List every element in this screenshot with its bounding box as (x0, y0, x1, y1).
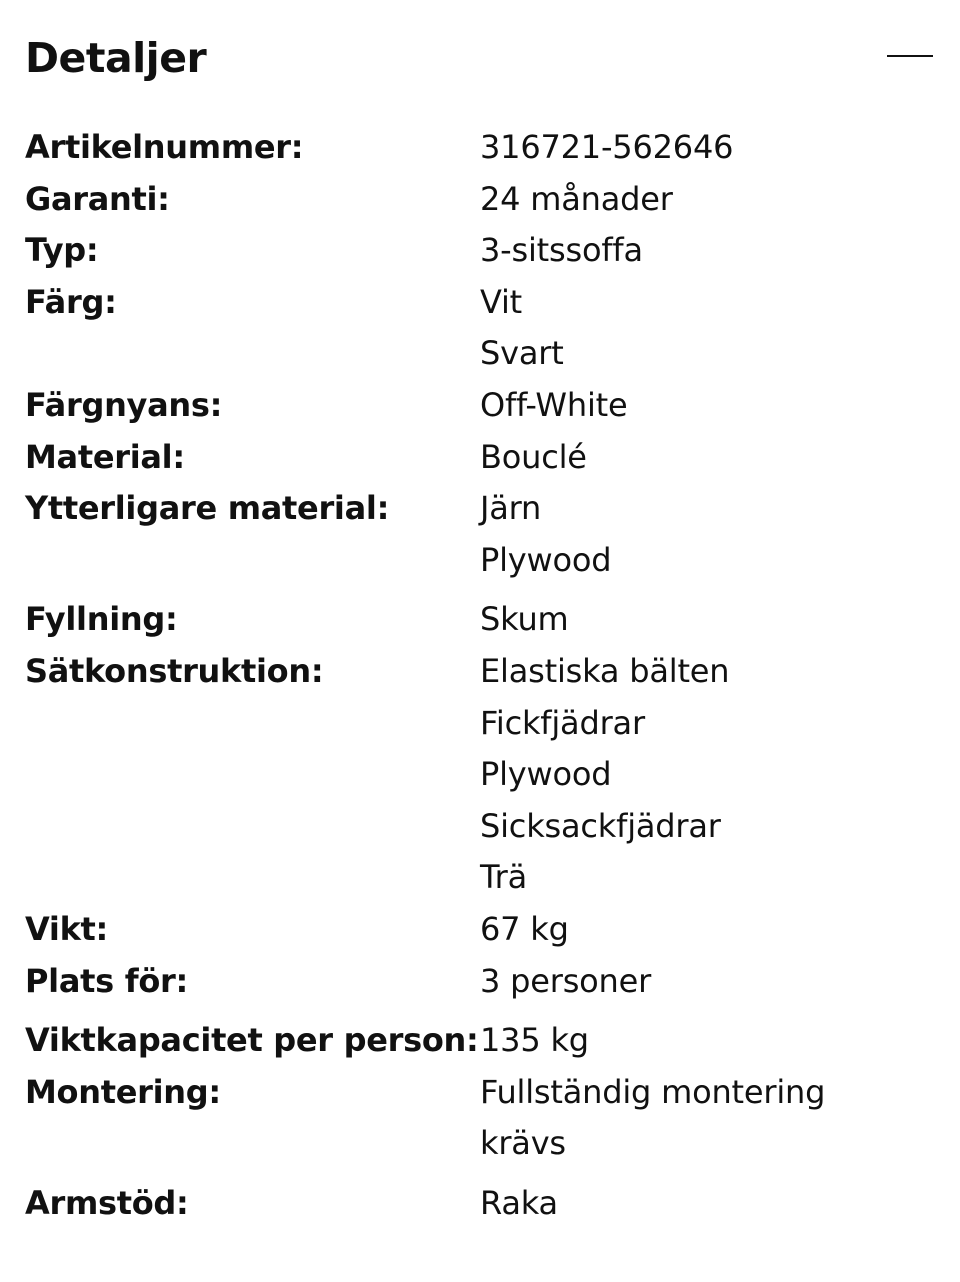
collapse-button[interactable] (885, 34, 935, 78)
detail-value: Bouclé (480, 437, 587, 476)
detail-row-fargnyans (25, 380, 935, 432)
detail-row-fyllning (25, 594, 935, 646)
detail-row-armstod (25, 1178, 935, 1230)
detail-label: Viktkapacitet per person: (25, 1021, 479, 1060)
detail-value: 316721-562646 (480, 128, 734, 166)
detail-row-material (25, 432, 935, 484)
detail-value: Vit (480, 282, 523, 321)
detail-value: Plywood (480, 540, 612, 579)
detail-label: Sätkonstruktion: (25, 651, 324, 690)
detail-value: Trä (480, 858, 528, 897)
detail-row-vikt (25, 904, 935, 956)
detail-label: Armstöd: (25, 1183, 189, 1222)
detail-label: Färg: (25, 282, 117, 321)
details-list (25, 122, 935, 1229)
detail-row-viktkapacitet (25, 1015, 935, 1067)
detail-value: Järn (480, 489, 542, 528)
detail-value: 24 månader (480, 179, 673, 218)
detail-value: Plywood (480, 755, 612, 794)
details-header[interactable] (25, 30, 935, 86)
detail-value: 67 kg (480, 909, 569, 948)
detail-row-ytterligare-material (25, 483, 935, 586)
detail-label: Plats för: (25, 961, 188, 1000)
detail-row-typ (25, 225, 935, 277)
detail-label: Typ: (25, 231, 99, 270)
detail-label: Material: (25, 437, 185, 476)
minus-icon (887, 55, 933, 57)
detail-label: Garanti: (25, 179, 170, 218)
section-title: Detaljer (25, 34, 207, 82)
detail-value: Sicksackfjädrar (480, 806, 721, 845)
detail-value: Svart (480, 334, 564, 373)
detail-value: Raka (480, 1183, 558, 1222)
detail-row-satkonstruktion (25, 646, 935, 904)
detail-value: Skum (480, 600, 569, 639)
detail-label: Fyllning: (25, 600, 178, 639)
detail-value: 3-sitssoffa (480, 231, 643, 270)
detail-label: Ytterligare material: (25, 489, 390, 528)
detail-value: Fickfjädrar (480, 703, 645, 742)
detail-row-artikelnummer (25, 122, 935, 174)
detail-row-plats-for (25, 956, 935, 1008)
detail-value: 3 personer (480, 961, 652, 1000)
detail-value: Fullständig montering (480, 1072, 826, 1111)
detail-value: 135 kg (480, 1021, 589, 1060)
detail-label: Vikt: (25, 909, 109, 948)
detail-value: Elastiska bälten (480, 651, 730, 690)
detail-row-farg (25, 277, 935, 380)
detail-row-montering (25, 1067, 935, 1170)
detail-value: Off-White (480, 385, 628, 424)
detail-label: Färgnyans: (25, 385, 223, 424)
detail-label: Artikelnummer: (25, 128, 304, 166)
detail-label: Montering: (25, 1072, 221, 1111)
detail-row-garanti (25, 174, 935, 226)
detail-value: krävs (480, 1124, 566, 1163)
